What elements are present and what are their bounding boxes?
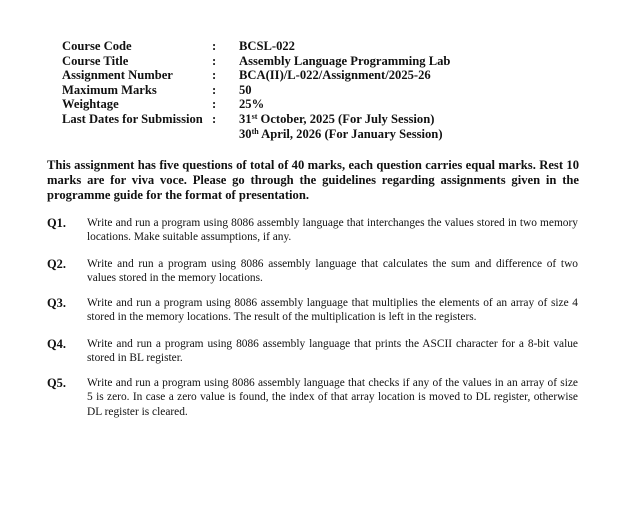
- field-colon: :: [212, 53, 217, 68]
- question-3: [47, 296, 578, 325]
- question-2: [47, 257, 578, 286]
- question-number: Q2.: [47, 257, 66, 271]
- january-session-date: 30th April, 2026 (For January Session): [239, 126, 443, 141]
- question-4: [47, 337, 578, 366]
- question-number: Q5.: [47, 376, 66, 390]
- question-text: Write and run a program using 8086 assembly language that checks if any of the values in an array of size 5 is zero. In case a zero value is found, the index of that array location is moved to DL register, otherwise DL register is cleared.: [87, 377, 578, 418]
- field-colon: :: [212, 82, 217, 97]
- field-colon: :: [212, 97, 217, 112]
- course-code-row: [62, 39, 450, 54]
- field-label: Assignment Number: [62, 68, 173, 83]
- question-text: Write and run a program using 8086 assembly language that interchanges the values stored in two memory locations. Make suitable assumptions, if any.: [87, 217, 578, 244]
- assignment-instructions: This assignment has five questions of total of 40 marks, each question carries equal marks. Rest 10 marks are for viva voce. Please go through the guidelines regarding assignments given in the programme guide for the format of presentation.: [47, 158, 579, 202]
- field-colon: :: [212, 39, 217, 53]
- field-label: Maximum Marks: [62, 82, 157, 97]
- question-number: Q3.: [47, 296, 66, 310]
- question-1: [47, 216, 578, 245]
- field-label: Course Title: [62, 53, 129, 68]
- submission-date-row: [62, 112, 450, 127]
- weightage-value: 25%: [239, 97, 265, 112]
- assignment-number-row: [62, 68, 450, 83]
- submission-date-row-2: [62, 127, 450, 142]
- field-colon: :: [212, 111, 217, 126]
- field-label: Last Dates for Submission: [62, 111, 203, 126]
- course-details: [62, 39, 450, 141]
- maximum-marks-value: 50: [239, 82, 252, 97]
- field-label: Course Code: [62, 39, 132, 53]
- july-session-date: 31st October, 2025 (For July Session): [239, 111, 435, 126]
- question-text: Write and run a program using 8086 assembly language that multiplies the elements of an array of size 4 stored in the memory locations. The result of the multiplication is left in the registers.: [87, 297, 578, 324]
- assignment-number-value: BCA(II)/L-022/Assignment/2025-26: [239, 68, 431, 83]
- question-number: Q1.: [47, 216, 66, 230]
- question-text: Write and run a program using 8086 assembly language that calculates the sum and difference of two values stored in the memory locations.: [87, 258, 578, 285]
- course-title-value: Assembly Language Programming Lab: [239, 53, 451, 68]
- weightage-row: [62, 97, 450, 112]
- maximum-marks-row: [62, 83, 450, 98]
- question-text: Write and run a program using 8086 assembly language that prints the ASCII character for a 8-bit value stored in BL register.: [87, 338, 578, 365]
- question-number: Q4.: [47, 337, 66, 351]
- course-code-value: BCSL-022: [239, 39, 295, 53]
- course-title-row: [62, 54, 450, 69]
- field-colon: :: [212, 68, 217, 83]
- field-label: Weightage: [62, 97, 119, 112]
- question-5: [47, 376, 578, 419]
